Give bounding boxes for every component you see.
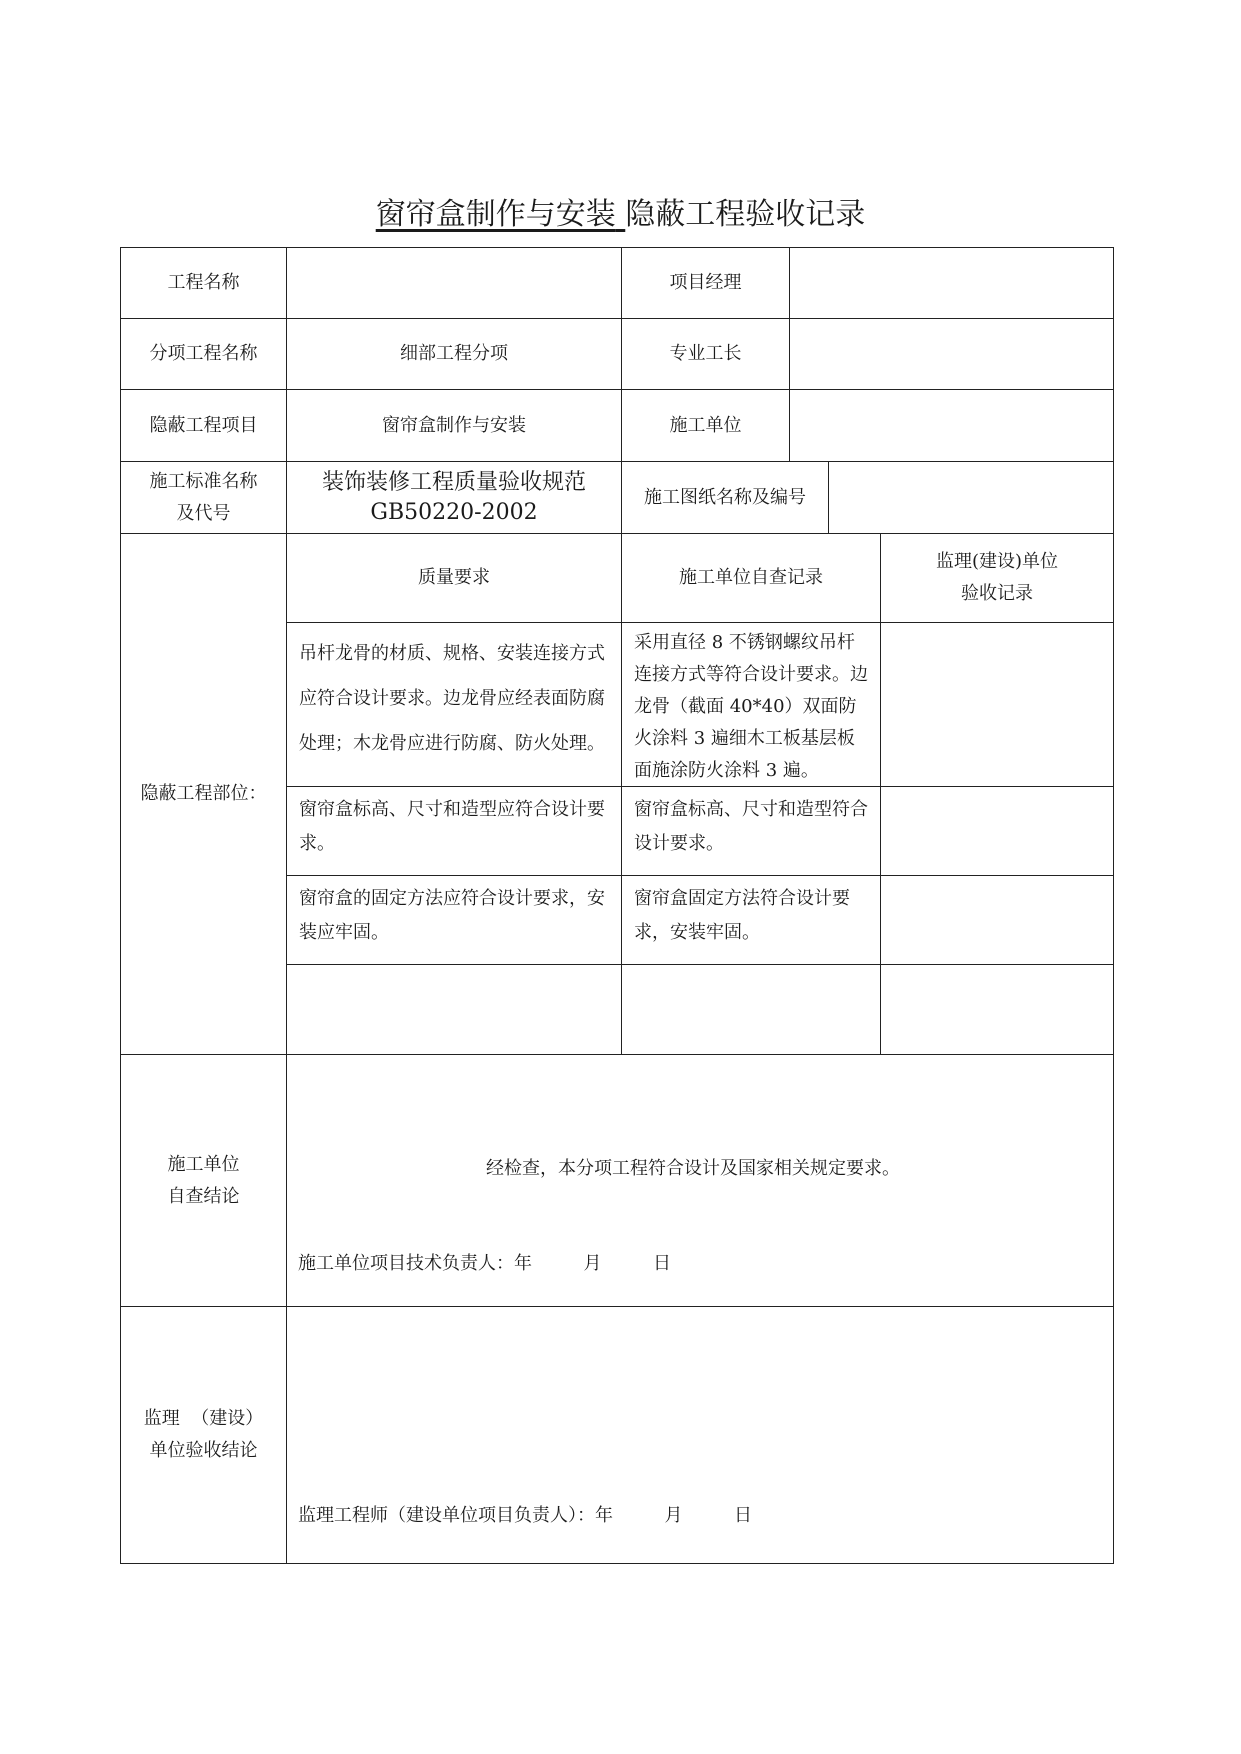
supervision-conclusion-signature: 监理工程师（建设单位项目负责人）：年 月 日 [298,1505,752,1526]
sub-project-label: 分项工程名称 [120,318,287,390]
self-check-4[interactable] [621,964,881,1055]
col-supervision-line-1: 监理(建设)单位 [935,551,1059,572]
project-manager-value[interactable] [789,247,1114,319]
self-conclusion-label-line-2: 自查结论 [167,1185,240,1207]
self-conclusion-signature: 施工单位项目技术负责人：年 月 日 [298,1253,671,1274]
supervision-4[interactable] [880,964,1114,1055]
supervision-1[interactable] [880,622,1114,787]
requirement-1: 吊杆龙骨的材质、规格、安装连接方式应符合设计要求。边龙骨应经表面防腐处理；木龙骨应进行防腐、防火处理。 [286,622,622,787]
self-check-3[interactable]: 窗帘盒固定方法符合设计要求，安装牢固。 [621,875,881,965]
requirement-2: 窗帘盒标高、尺寸和造型应符合设计要求。 [286,786,622,876]
self-conclusion-label [120,1054,287,1307]
standard-label-line-1: 施工标准名称 [149,470,258,492]
project-name-label: 工程名称 [120,247,287,319]
col-self-check-header: 施工单位自查记录 [621,533,881,623]
hidden-section-label: 隐蔽工程部位： [120,533,287,1055]
construction-unit-label: 施工单位 [621,389,790,462]
standard-label-line-2: 及代号 [176,502,231,524]
foreman-value[interactable] [789,318,1114,390]
col-supervision-line-2: 验收记录 [961,583,1033,604]
hidden-item-value[interactable]: 窗帘盒制作与安装 [286,389,622,462]
project-manager-label: 项目经理 [621,247,790,319]
drawing-value[interactable] [828,461,1114,534]
title-gap [616,197,626,232]
supervision-3[interactable] [880,875,1114,965]
self-conclusion-text: 经检查，本分项工程符合设计及国家相关规定要求。 [486,1158,900,1179]
foreman-label: 专业工长 [621,318,790,390]
project-name-value[interactable] [286,247,622,319]
col-quality-header: 质量要求 [286,533,622,623]
standard-value[interactable] [286,461,622,534]
requirement-4 [286,964,622,1055]
supervision-conclusion-label-line-1: 监理 （建设） [143,1408,264,1429]
requirement-3: 窗帘盒的固定方法应符合设计要求，安装应牢固。 [286,875,622,965]
col-supervision-header [880,533,1114,623]
drawing-label: 施工图纸名称及编号 [621,461,829,534]
supervision-2[interactable] [880,786,1114,876]
supervision-conclusion-label-line-2: 单位验收结论 [149,1440,258,1461]
title-part-1: 窗帘盒制作与安装 [375,197,616,232]
self-check-2[interactable]: 窗帘盒标高、尺寸和造型符合设计要求。 [621,786,881,876]
standard-label [120,461,287,534]
hidden-item-label: 隐蔽工程项目 [120,389,287,462]
supervision-conclusion-label [120,1306,287,1564]
self-conclusion-label-line-1: 施工单位 [167,1153,240,1175]
standard-value-line-2: GB50220-2002 [370,499,538,525]
standard-value-line-1: 装饰装修工程质量验收规范 [321,469,586,495]
sub-project-value[interactable]: 细部工程分项 [286,318,622,390]
construction-unit-value[interactable] [789,389,1114,462]
self-check-1[interactable]: 采用直径 8 不锈钢螺纹吊杆连接方式等符合设计要求。边龙骨（截面 40*40）双面防火涂料 3 遍细木工板基层板面施涂防火涂料 3 遍。 [621,622,881,787]
page-title [0,195,1241,235]
title-part-2: 隐蔽工程验收记录 [625,197,866,232]
